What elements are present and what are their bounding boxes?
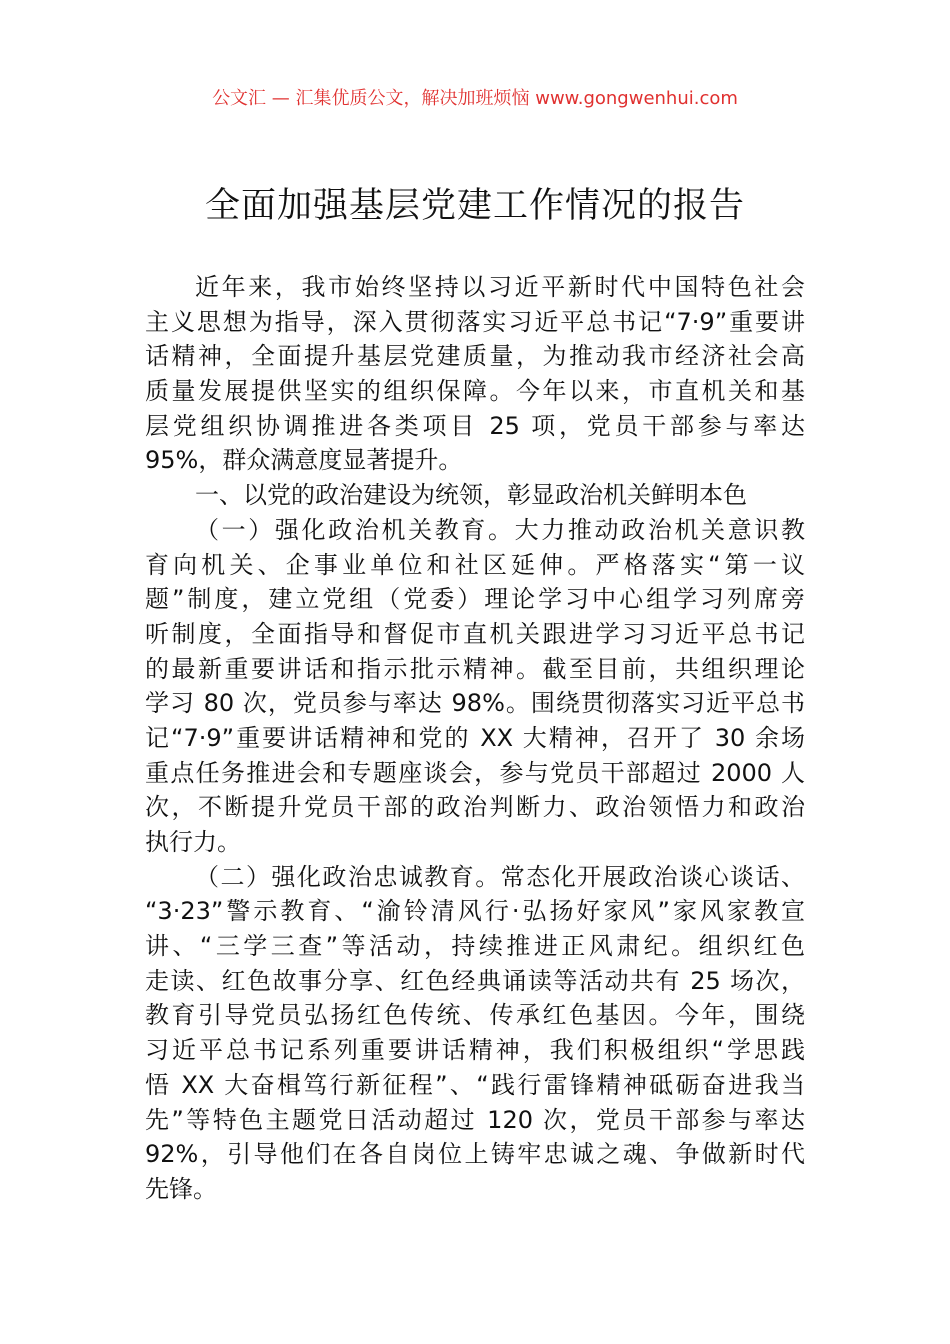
watermark-banner: 公文汇 — 汇集优质公文，解决加班烦恼 www.gongwenhui.com [212,88,738,109]
text-line: 听制度，全面指导和督促市直机关跟进学习习近平总书记 [145,619,805,648]
text-line: 题”制度，建立党组（党委）理论学习中心组学习列席旁 [145,585,805,614]
document-title: 全面加强基层党建工作情况的报告 [204,186,745,226]
text-line: （一）强化政治机关教育。大力推动政治机关意识教 [195,515,805,544]
paragraph [145,513,805,860]
text-line: 95%，群众满意度显著提升。 [145,446,463,475]
section-heading [145,478,805,513]
text-line: 的最新重要讲话和指示批示精神。截至目前，共组织理论 [145,654,805,683]
text-line: 记“7·9”重要讲话精神和党的 XX 大精神，召开了 30 余场 [145,723,805,752]
text-line: （二）强化政治忠诚教育。常态化开展政治谈心谈话、 [195,862,805,891]
text-line: 质量发展提供坚实的组织保障。今年以来，市直机关和基 [145,377,805,406]
document-body [145,270,805,1207]
text-line: 执行力。 [145,828,241,856]
text-line: 次，不断提升党员干部的政治判断力、政治领悟力和政治 [145,793,805,822]
text-line: 先锋。 [145,1174,217,1203]
text-line: 重点任务推进会和专题座谈会，参与党员干部超过 2000 人 [145,758,805,787]
text-line: “3·23”警示教育、“渝铃清风行·弘扬好家风”家风家教宣 [145,897,805,926]
text-line: 话精神，全面提升基层党建质量，为推动我市经济社会高 [145,342,805,371]
text-line: 主义思想为指导，深入贯彻落实习近平总书记“7·9”重要讲 [145,307,805,336]
text-line: 92%，引导他们在各自岗位上铸牢忠诚之魂、争做新时代 [145,1140,805,1169]
text-line: 一、以党的政治建设为统领，彰显政治机关鲜明本色 [195,481,747,510]
text-line: 走读、红色故事分享、红色经典诵读等活动共有 25 场次， [145,966,805,995]
text-line: 教育引导党员弘扬红色传统、传承红色基因。今年，围绕 [145,1001,805,1030]
text-line: 近年来，我市始终坚持以习近平新时代中国特色社会 [195,273,805,301]
text-line: 习近平总书记系列重要讲话精神，我们积极组织“学思践 [145,1036,805,1065]
text-line: 先”等特色主题党日活动超过 120 次，党员干部参与率达 [145,1105,805,1134]
text-line: 学习 80 次，党员参与率达 98%。围绕贯彻落实习近平总书 [145,689,805,718]
text-line: 育向机关、企事业单位和社区延伸。严格落实“第一议 [145,550,805,579]
text-line: 层党组织协调推进各类项目 25 项，党员干部参与率达 [145,411,805,440]
paragraph [145,270,805,478]
text-line: 讲、“三学三查”等活动，持续推进正风肃纪。组织红色 [145,932,805,961]
paragraph [145,860,805,1207]
text-line: 悟 XX 大奋楫笃行新征程”、“践行雷锋精神砥砺奋进我当 [145,1070,805,1099]
